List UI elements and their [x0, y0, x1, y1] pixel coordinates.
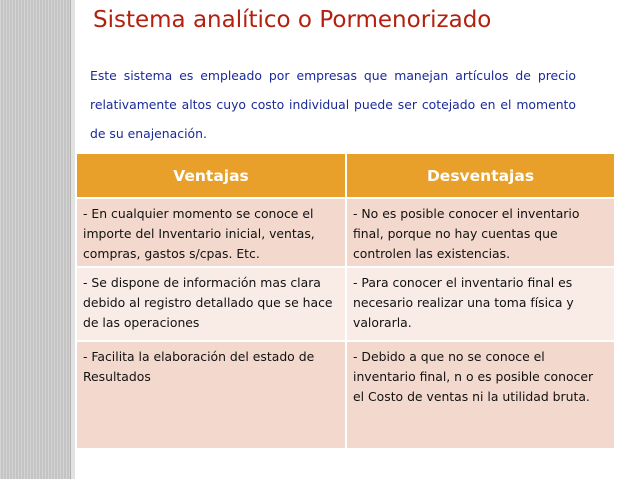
side-bar-edge: [70, 0, 75, 479]
header-ventajas: Ventajas: [77, 154, 346, 198]
table-row: [77, 341, 614, 448]
table-cell: - Se dispone de información mas clara debido al registro detallado que se hace de las operaciones: [77, 267, 346, 341]
header-desventajas: Desventajas: [346, 154, 614, 198]
table-header-row: [77, 154, 614, 198]
table-cell: - Para conocer el inventario final es necesario realizar una toma física y valorarla.: [346, 267, 614, 341]
slide-title: Sistema analítico o Pormenorizado: [93, 7, 492, 33]
table-cell: - Facilita la elaboración del estado de Resultados: [77, 341, 346, 448]
decorative-side-bar: [0, 0, 72, 479]
table-cell: - Debido a que no se conoce el inventario final, n o es posible conocer el Costo de ventas ni la utilidad bruta.: [346, 341, 614, 448]
comparison-table: [77, 154, 614, 448]
intro-paragraph: Este sistema es empleado por empresas que manejan artículos de precio relativamente altos cuyo costo individual puede ser cotejado en el momento de su enajenación.: [90, 68, 576, 141]
table-row: [77, 267, 614, 341]
table-cell: - No es posible conocer el inventario final, porque no hay cuentas que controlen las existencias.: [346, 198, 614, 267]
table-cell: - En cualquier momento se conoce el importe del Inventario inicial, ventas, compras, gastos s/cpas. Etc.: [77, 198, 346, 267]
table-row: [77, 198, 614, 267]
